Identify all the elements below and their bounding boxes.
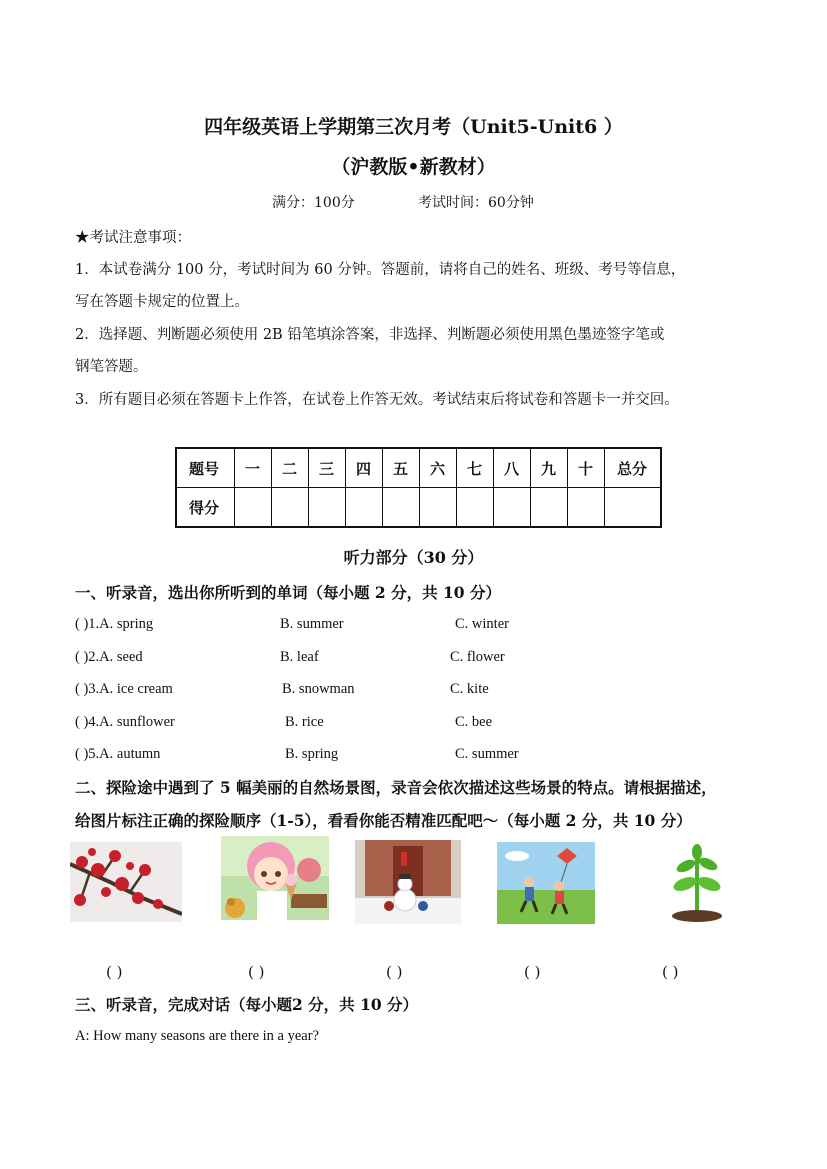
picture-4-blank[interactable]: ( ) bbox=[524, 963, 541, 981]
score-cell bbox=[456, 488, 493, 528]
col-6: 六 bbox=[419, 448, 456, 488]
section-2-heading-line1: 二、探险途中遇到了 5 幅美丽的自然场景图，录音会依次描述这些场景的特点。请根据描述， bbox=[75, 778, 717, 797]
picture-1-blank[interactable]: ( ) bbox=[106, 963, 123, 981]
picture-5-blank[interactable]: ( ) bbox=[662, 963, 679, 981]
col-8: 八 bbox=[493, 448, 530, 488]
notes-heading: ★考试注意事项： bbox=[75, 230, 191, 246]
score-cell bbox=[234, 488, 271, 528]
question-4-c: C. bee bbox=[455, 714, 493, 730]
question-5-a: ( )5.A. autumn bbox=[75, 746, 161, 762]
dialog-line-1: A: How many seasons are there in a year? bbox=[75, 1028, 319, 1044]
score-cell bbox=[419, 488, 456, 528]
col-5: 五 bbox=[382, 448, 419, 488]
picture-2-blank[interactable]: ( ) bbox=[248, 963, 265, 981]
score-cell-total bbox=[604, 488, 661, 528]
score-cell bbox=[271, 488, 308, 528]
question-1-b: B. summer bbox=[280, 616, 344, 632]
kite-flying-image bbox=[497, 842, 595, 924]
question-3-b: B. snowman bbox=[282, 681, 355, 697]
score-label: 得分 bbox=[176, 488, 234, 528]
score-table bbox=[175, 447, 662, 528]
col-7: 七 bbox=[456, 448, 493, 488]
score-value-row bbox=[176, 488, 661, 528]
note-1b: 写在答题卡规定的位置上。 bbox=[75, 294, 249, 310]
sprout-seedling-image bbox=[668, 842, 726, 922]
note-2a: 2．选择题、判断题必须使用 2B 铅笔填涂答案，非选择、判断题必须使用黑色墨迹签字笔或 bbox=[75, 327, 665, 343]
child-ice-cream-image bbox=[221, 836, 329, 920]
question-3-a: ( )3.A. ice cream bbox=[75, 681, 173, 697]
section-3-heading: 三、听录音，完成对话（每小题2 分，共 10 分） bbox=[75, 995, 419, 1014]
col-3: 三 bbox=[308, 448, 345, 488]
score-cell bbox=[567, 488, 604, 528]
question-4-b: B. rice bbox=[285, 714, 324, 730]
question-1-c: C. winter bbox=[455, 616, 509, 632]
question-2-b: B. leaf bbox=[280, 649, 319, 665]
score-header-row bbox=[176, 448, 661, 488]
score-cell bbox=[345, 488, 382, 528]
score-cell bbox=[493, 488, 530, 528]
col-9: 九 bbox=[530, 448, 567, 488]
exam-time: 考试时间：60分钟 bbox=[418, 195, 534, 211]
page-subtitle: （沪教版•新教材） bbox=[331, 156, 496, 178]
col-label: 题号 bbox=[176, 448, 234, 488]
page-title: 四年级英语上学期第三次月考（Unit5-Unit6 ） bbox=[204, 116, 623, 138]
question-5-b: B. spring bbox=[285, 746, 339, 762]
question-2-a: ( )2.A. seed bbox=[75, 649, 143, 665]
score-cell bbox=[308, 488, 345, 528]
note-2b: 钢笔答题。 bbox=[75, 359, 148, 375]
full-marks: 满分：100分 bbox=[272, 195, 355, 211]
question-2-c: C. flower bbox=[450, 649, 505, 665]
question-4-a: ( )4.A. sunflower bbox=[75, 714, 175, 730]
question-1-a: ( )1.A. spring bbox=[75, 616, 154, 632]
picture-3-blank[interactable]: ( ) bbox=[386, 963, 403, 981]
col-1: 一 bbox=[234, 448, 271, 488]
snowman-image bbox=[355, 840, 461, 924]
col-10: 十 bbox=[567, 448, 604, 488]
note-3: 3．所有题目必须在答题卡上作答，在试卷上作答无效。考试结束后将试卷和答题卡一并交回。 bbox=[75, 392, 679, 408]
section-1-heading: 一、听录音，选出你所听到的单词（每小题 2 分，共 10 分） bbox=[75, 583, 501, 602]
score-cell bbox=[530, 488, 567, 528]
col-4: 四 bbox=[345, 448, 382, 488]
section-2-heading-line2: 给图片标注正确的探险顺序（1-5），看看你能否精准匹配吧～（每小题 2 分，共 10 分） bbox=[75, 811, 692, 830]
score-cell bbox=[382, 488, 419, 528]
question-5-c: C. summer bbox=[455, 746, 519, 762]
plum-blossom-image bbox=[70, 842, 182, 922]
listening-heading: 听力部分（30 分） bbox=[343, 548, 484, 567]
col-2: 二 bbox=[271, 448, 308, 488]
note-1a: 1．本试卷满分 100 分，考试时间为 60 分钟。答题前，请将自己的姓名、班级、考号等信息， bbox=[75, 262, 686, 278]
col-total: 总分 bbox=[604, 448, 661, 488]
question-3-c: C. kite bbox=[450, 681, 489, 697]
